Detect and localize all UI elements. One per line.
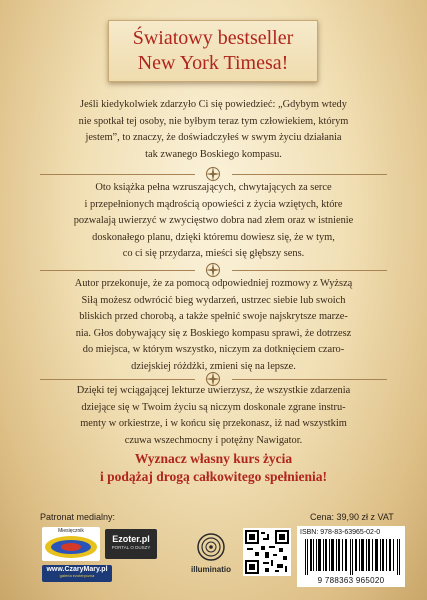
barcode-digits: 9 788363 965020 (317, 576, 385, 585)
paragraph-line: dziejskiej różdżki, zmieni się na lepsze. (131, 360, 296, 372)
paragraph-1 (34, 97, 393, 163)
paragraph-line: Autor przekonuje, że za pomocą odpowiedniej rozmowy z Wyższą (74, 278, 353, 289)
paragraph-line: Jeśli kiedykolwiek zdarzyło Ci się powiedzieć: „Gdybym wtedy (80, 99, 347, 110)
price-label: Cena: 39,90 zł z VAT (310, 512, 394, 522)
isbn-label: ISBN: 978-83-63965-02-0 (300, 529, 381, 536)
paragraph-line: doskonałego planu, dzięki któremu dowiesz się, że w tym, (92, 231, 335, 243)
miesiecznik-label: Miesięcznik (58, 528, 84, 534)
ezoter-subtitle: PORTAL O DUSZY (111, 545, 151, 550)
paragraph-2 (34, 180, 393, 263)
banner-line-2: New York Timesa! (137, 52, 289, 74)
paragraph-line: bliskich przed chorobą, a także spełnić swoje najskrytsze marze- (79, 311, 348, 322)
czarymary-url: www.CzaryMary.pl (46, 566, 108, 573)
paragraph-line: tak zwanego Boskiego kompasu. (145, 148, 282, 160)
ezoter-name: Ezoter.pl (112, 534, 150, 544)
paragraph-line: Dzięki tej wciągającej lekturze uwierzysz, że wszystkie zdarzenia (76, 385, 351, 396)
publisher-name: illuminatio (191, 565, 231, 574)
czarymary-url-logo (42, 565, 112, 582)
paragraph-line: pozwalają uwierzyć w zwycięstwo dobra nad złem oraz w istnienie (73, 215, 354, 226)
paragraph-line: do miejsca, w którym wszystko, niczym za dotknięciem czaro- (82, 344, 345, 355)
paragraph-line: Siłą możesz odwrócić bieg wydarzeń, ustrzec siebie lub swoich (81, 294, 346, 306)
paragraph-3 (34, 276, 393, 375)
czary-mary-magazine-logo (42, 527, 100, 561)
paragraph-line: nie spotkał tej osoby, nie byłbym teraz tym człowiekiem, którym (78, 115, 349, 127)
paragraph-line: i przepełnionych mądrością opowieści z życia wziętych, które (84, 198, 343, 210)
paragraph-line: dziejące się w Twoim życiu są niczym doskonale zgrane instru- (81, 401, 346, 413)
czarymary-subtitle: galeria ezoteryczna (59, 573, 95, 578)
paragraph-line: co ci się przydarza, mieści się głębszy sens. (122, 248, 305, 259)
paragraph-4-text (34, 383, 393, 449)
publisher-logo-icon (196, 532, 226, 562)
tagline-line-2: i podążaj drogą całkowitego spełnienia! (99, 469, 327, 484)
barcode (305, 539, 400, 575)
czary-mary-magazine-icon (42, 534, 100, 560)
banner-line-1: Światowy bestseller (132, 27, 294, 49)
qr-code (243, 528, 291, 576)
paragraph-line: jestem”, to znaczy, że doświadczyłeś w swym życiu działania (85, 132, 342, 143)
bestseller-banner (108, 20, 318, 82)
tagline (34, 450, 393, 486)
paragraph-line: czuwa wszechmocny i potężny Nawigator. (124, 434, 303, 446)
paragraph-line: Oto książka pełna wzruszających, chwytających za serce (95, 182, 332, 193)
patronat-label: Patronat medialny: (40, 512, 116, 522)
paragraph-line: menty w orkiestrze, i w końcu się przekonasz, iż nad wszystkim (80, 418, 347, 429)
paragraph-line: nia. Głos dobywający się z Boskiego kompasu sprawi, że dotrzesz (75, 327, 352, 339)
ezoter-logo (105, 529, 157, 559)
tagline-line-1: Wyznacz własny kurs życia (134, 451, 293, 466)
